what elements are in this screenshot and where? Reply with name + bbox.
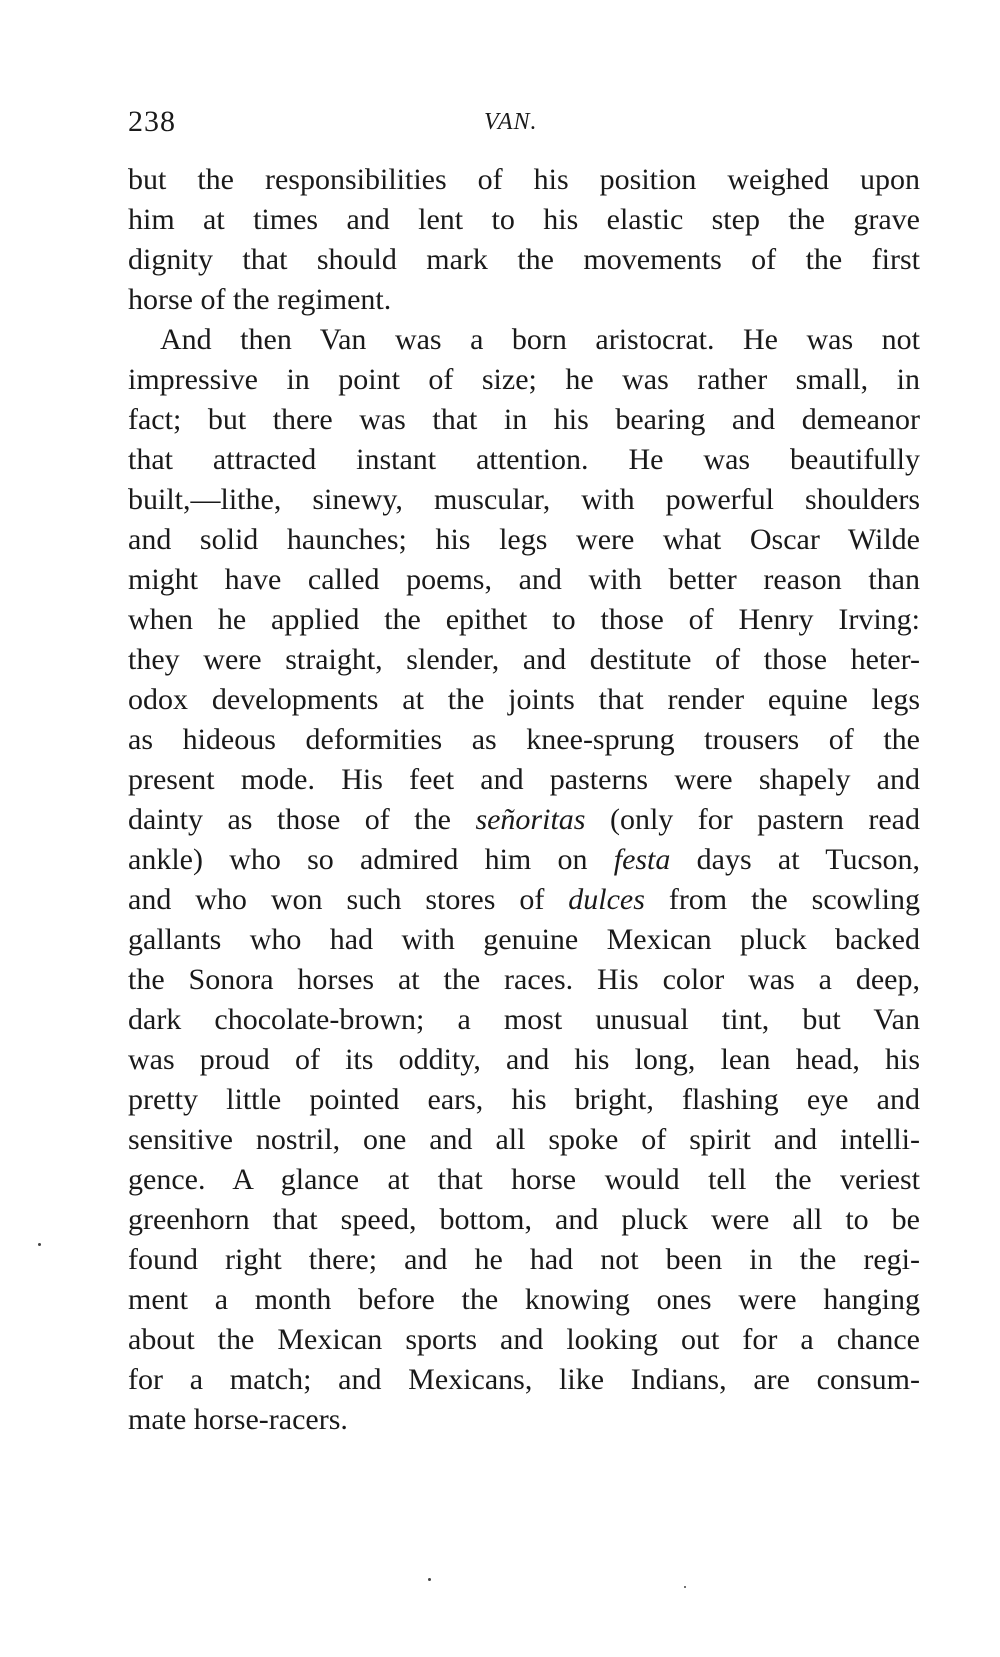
text-line: was proud of its oddity, and his long, lean head, his	[128, 1043, 920, 1076]
text-line: dark chocolate-brown; a most unusual tint, but Van	[128, 1003, 920, 1036]
text-line: odox developments at the joints that render equine legs	[128, 683, 920, 716]
text-line: And then Van was a born aristocrat. He was not	[160, 323, 920, 356]
body-text	[128, 160, 920, 1440]
text-line: the Sonora horses at the races. His color was a deep,	[128, 963, 920, 996]
text-line: gallants who had with genuine Mexican pluck backed	[128, 923, 920, 956]
text-line: gence. A glance at that horse would tell the veriest	[128, 1163, 920, 1196]
text-line: fact; but there was that in his bearing and demeanor	[128, 403, 920, 436]
page-header	[128, 105, 920, 145]
page-number: 238	[128, 105, 176, 138]
text-line: and solid haunches; his legs were what Oscar Wilde	[128, 523, 920, 556]
text-line: found right there; and he had not been in the regi-	[128, 1243, 920, 1276]
text-line: mate horse-racers.	[128, 1403, 348, 1436]
text-line: and who won such stores of dulces from the scowling	[128, 883, 920, 916]
text-line: when he applied the epithet to those of Henry Irving:	[128, 603, 920, 636]
text-line: ment a month before the knowing ones were hanging	[128, 1283, 920, 1316]
text-line: dignity that should mark the movements of the first	[128, 243, 920, 276]
text-line: pretty little pointed ears, his bright, flashing eye and	[128, 1083, 920, 1116]
text-line: present mode. His feet and pasterns were shapely and	[128, 763, 920, 796]
running-title: VAN.	[484, 109, 538, 135]
text-line: dainty as those of the señoritas (only for pastern read	[128, 803, 920, 836]
text-line: impressive in point of size; he was rather small, in	[128, 363, 920, 396]
text-line: that attracted instant attention. He was beautifully	[128, 443, 920, 476]
text-line: him at times and lent to his elastic step the grave	[128, 203, 920, 236]
text-line: about the Mexican sports and looking out for a chance	[128, 1323, 920, 1356]
text-line: for a match; and Mexicans, like Indians, are consum-	[128, 1363, 920, 1396]
text-line: but the responsibilities of his position weighed upon	[128, 163, 920, 196]
text-line: might have called poems, and with better reason than	[128, 563, 920, 596]
text-line: as hideous deformities as knee-sprung trousers of the	[128, 723, 920, 756]
text-line: ankle) who so admired him on festa days at Tucson,	[128, 843, 921, 876]
text-line: sensitive nostril, one and all spoke of spirit and intelli-	[128, 1123, 920, 1156]
text-line: built,—lithe, sinewy, muscular, with powerful shoulders	[128, 483, 920, 516]
text-line: they were straight, slender, and destitute of those heter-	[128, 643, 920, 676]
text-line: horse of the regiment.	[128, 283, 392, 316]
text-line: greenhorn that speed, bottom, and pluck were all to be	[128, 1203, 920, 1236]
